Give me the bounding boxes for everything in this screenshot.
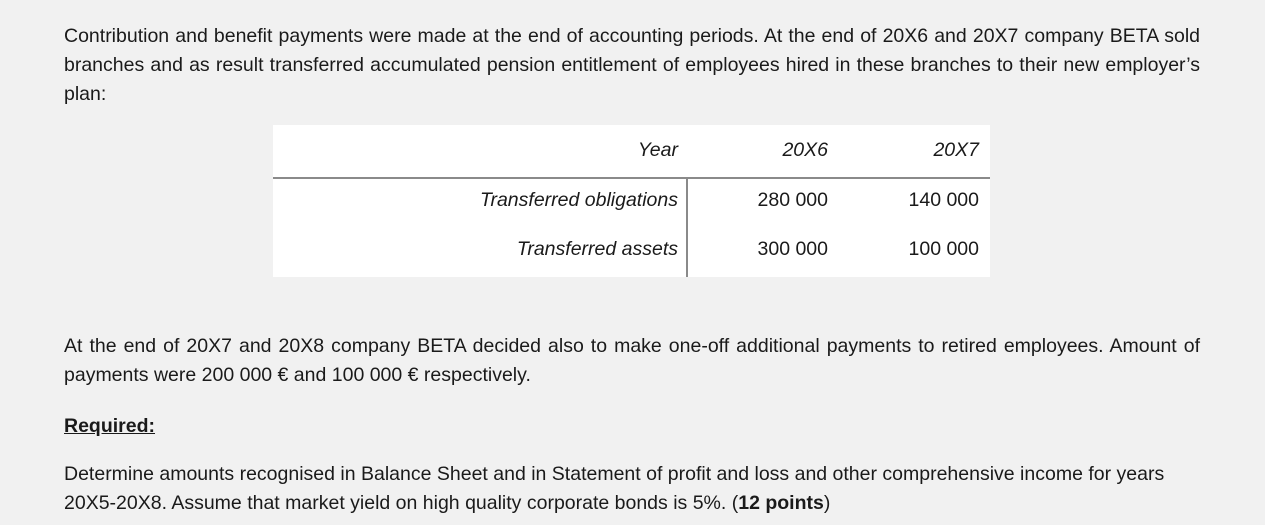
header-year-label: Year	[637, 139, 678, 161]
task-paragraph	[64, 460, 1204, 518]
row-transferred-assets-20x7: 100 000	[908, 238, 979, 260]
task-points: 12 points	[738, 492, 824, 514]
header-divider	[273, 177, 990, 179]
header-col-20x7: 20X7	[933, 139, 979, 161]
row-transferred-assets-20x6: 300 000	[757, 238, 828, 260]
transfer-table	[273, 125, 990, 277]
row-transferred-assets-label: Transferred assets	[516, 238, 678, 260]
header-col-20x6: 20X6	[782, 139, 828, 161]
required-heading: Required:	[64, 415, 156, 437]
additional-payments-paragraph: At the end of 20X7 and 20X8 company BETA decided also to make one-off additional payments to retired employees. Amount of payments were 200 000 € and 100 000 € respectively.	[64, 335, 1200, 386]
row-transferred-obligations-20x6: 280 000	[757, 189, 828, 211]
column-divider	[686, 179, 688, 277]
intro-paragraph: Contribution and benefit payments were made at the end of accounting periods. At the end of 20X6 and 20X7 company BETA sold branches and as result transferred accumulated pension entitlement of employees hired in these branches to their new employer’s plan:	[64, 25, 1200, 105]
row-transferred-obligations-label: Transferred obligations	[480, 189, 678, 211]
task-text: Determine amounts recognised in Balance Sheet and in Statement of profit and loss and other comprehensive income for years 20X5-20X8. Assume that market yield on high quality corporate bonds is 5%. (	[64, 463, 1165, 514]
task-close: )	[823, 492, 831, 514]
row-transferred-obligations-20x7: 140 000	[908, 189, 979, 211]
